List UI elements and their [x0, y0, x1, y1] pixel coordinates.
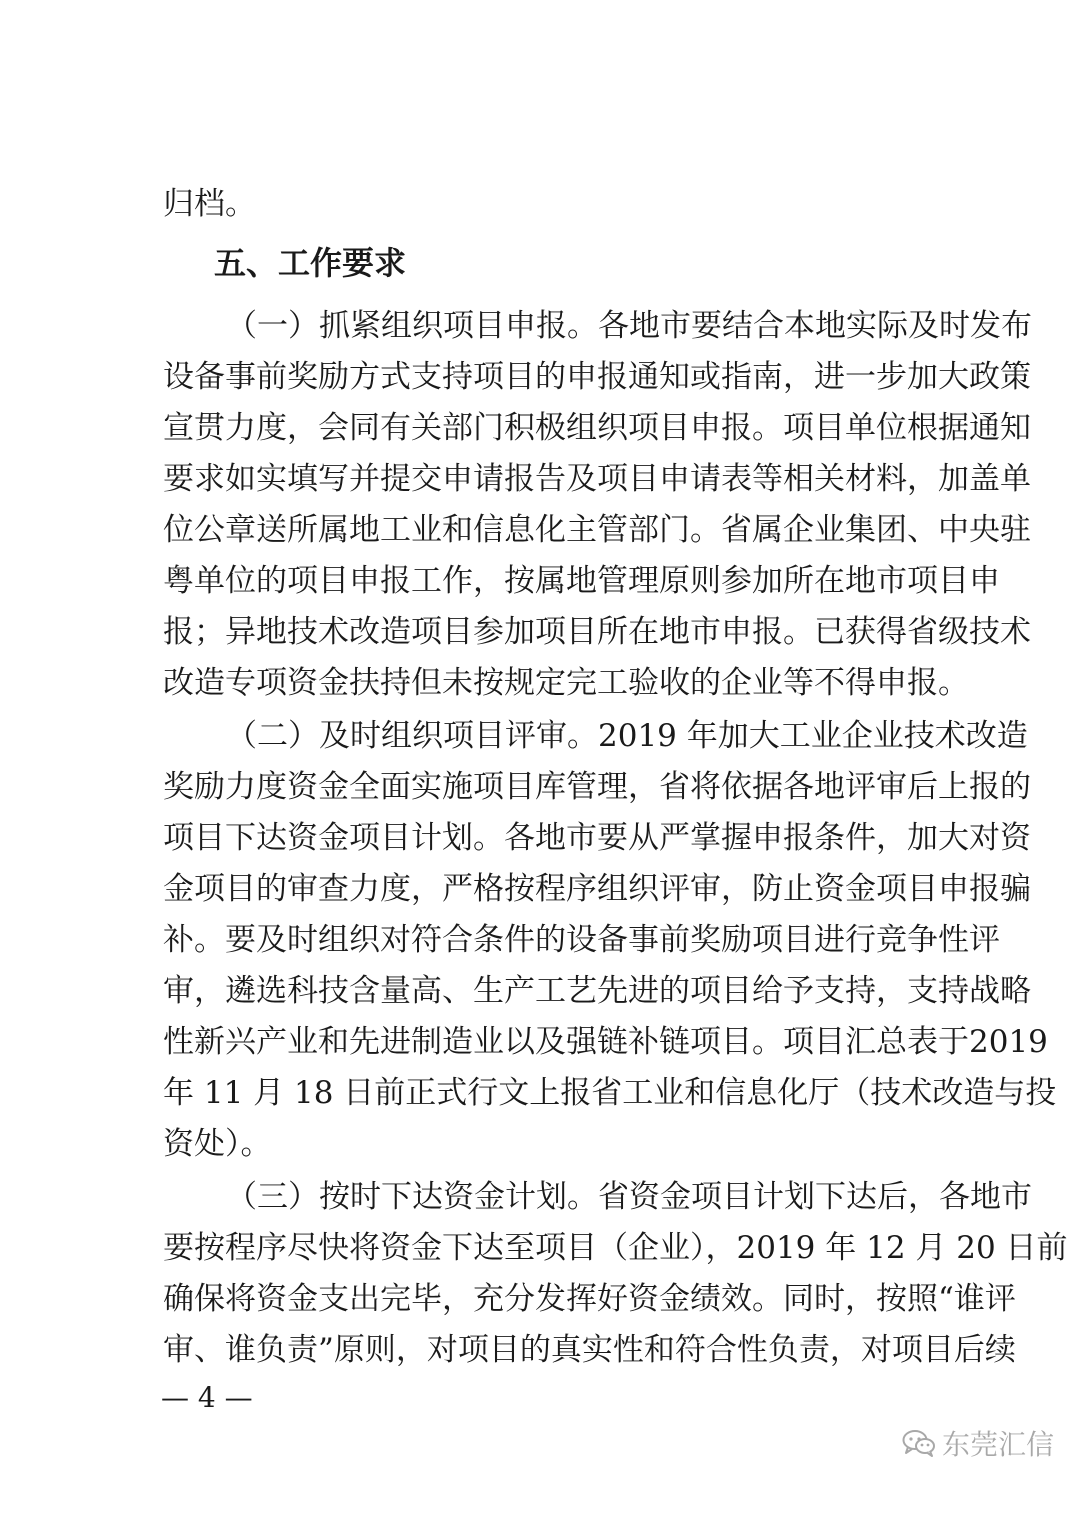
paragraph-1-line-5: 位公章送所属地工业和信息化主管部门。省属企业集团、中央驻 — [163, 512, 1031, 548]
watermark-text: 东莞汇信 — [942, 1428, 1055, 1461]
paragraph-1-line-2: 设备事前奖励方式支持项目的申报通知或指南，进一步加大政策 — [163, 359, 1031, 395]
paragraph-1-line-8: 改造专项资金扶持但未按规定完工验收的企业等不得申报。 — [163, 665, 969, 701]
paragraph-1-line-4: 要求如实填写并提交申请报告及项目申请表等相关材料，加盖单 — [163, 461, 1031, 497]
paragraph-2-line-9: 资处）。 — [163, 1126, 272, 1162]
paragraph-2-line-6: 审，遴选科技含量高、生产工艺先进的项目给予支持，支持战略 — [163, 973, 1031, 1009]
paragraph-3-line-1: （三）按时下达资金计划。省资金项目计划下达后，各地市 — [226, 1179, 1032, 1215]
paragraph-3-line-4: 审、谁负责”原则，对项目的真实性和符合性负责，对项目后续 — [163, 1332, 1016, 1368]
paragraph-3-line-3: 确保将资金支出完毕，充分发挥好资金绩效。同时，按照“谁评 — [163, 1281, 1016, 1317]
paragraph-3-line-2: 要按程序尽快将资金下达至项目（企业），2019 年 12 月 20 日前 — [163, 1230, 1068, 1266]
paragraph-2-line-5: 补。要及时组织对符合条件的设备事前奖励项目进行竞争性评 — [163, 922, 1000, 958]
paragraph-2-line-3: 项目下达资金项目计划。各地市要从严掌握申报条件，加大对资 — [163, 820, 1031, 856]
wechat-icon — [902, 1429, 936, 1457]
paragraph-2-line-1: （二）及时组织项目评审。2019 年加大工业企业技术改造 — [226, 718, 1028, 754]
paragraph-1-line-3: 宣贯力度，会同有关部门积极组织项目申报。项目单位根据通知 — [163, 410, 1031, 446]
paragraph-1-line-6: 粤单位的项目申报工作，按属地管理原则参加所在地市项目申 — [163, 563, 1000, 599]
paragraph-2-line-8: 年 11 月 18 日前正式行文上报省工业和信息化厅（技术改造与投 — [163, 1075, 1057, 1111]
page-number: — 4 — — [161, 1381, 253, 1414]
watermark — [902, 1423, 1054, 1463]
intro-tail-line: 归档。 — [163, 186, 256, 222]
paragraph-1-line-1: （一）抓紧组织项目申报。各地市要结合本地实际及时发布 — [226, 308, 1032, 344]
paragraph-2-line-2: 奖励力度资金全面实施项目库管理，省将依据各地评审后上报的 — [163, 769, 1031, 805]
paragraph-2-line-4: 金项目的审查力度，严格按程序组织评审，防止资金项目申报骗 — [163, 871, 1031, 907]
paragraph-1-line-7: 报；异地技术改造项目参加项目所在地市申报。已获得省级技术 — [163, 614, 1031, 650]
section-heading: 五、工作要求 — [214, 244, 407, 282]
paragraph-2-line-7: 性新兴产业和先进制造业以及强链补链项目。项目汇总表于2019 — [163, 1024, 1048, 1060]
